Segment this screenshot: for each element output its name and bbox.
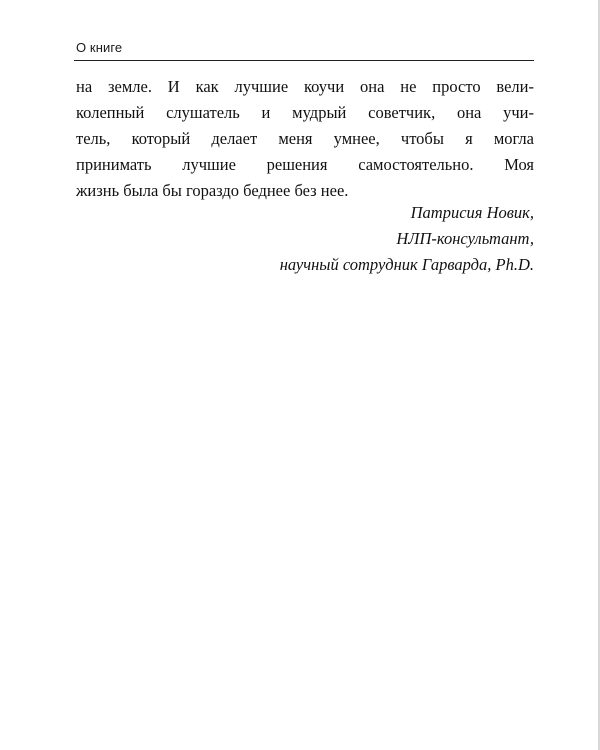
signature-affiliation: научный сотрудник Гарварда, Ph.D.	[279, 255, 534, 274]
body-line: принимать лучшие решения самостоятельно. Моя	[76, 155, 534, 174]
body-line: на земле. И как лучшие коучи она не просто вели-	[76, 77, 534, 96]
body-line: жизнь была бы гораздо беднее без нее.	[76, 181, 349, 200]
body-line: колепный слушатель и мудрый советчик, она учи-	[76, 103, 534, 122]
signature-name: Патрисия Новик,	[410, 203, 534, 222]
signature-role: НЛП-консультант,	[396, 229, 534, 248]
header-divider	[74, 60, 534, 61]
running-header: О книге	[76, 40, 123, 55]
body-line: тель, который делает меня умнее, чтобы я могла	[76, 129, 534, 148]
signature-block	[280, 200, 534, 278]
body-paragraph	[76, 74, 534, 204]
